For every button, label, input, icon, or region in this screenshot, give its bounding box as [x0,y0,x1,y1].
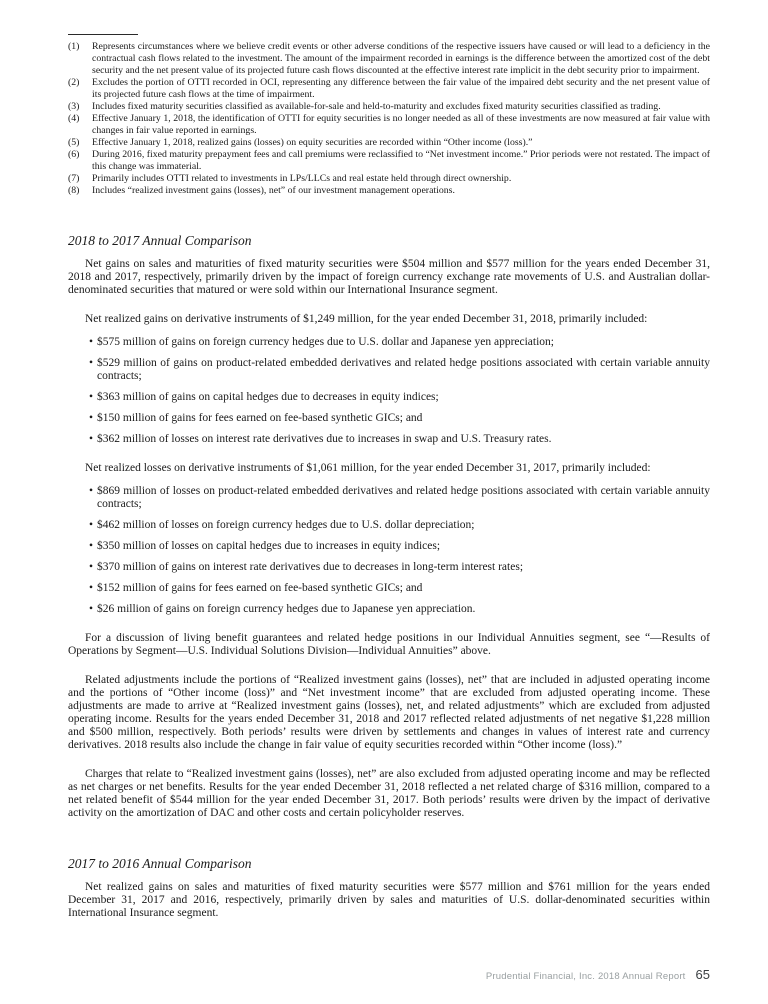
bullet-item: • $26 million of gains on foreign currency hedges due to Japanese yen appreciation. [68,603,710,616]
bullet-item: • $350 million of losses on capital hedges due to increases in equity indices; [68,540,710,553]
paragraph-charges: Charges that relate to “Realized investment gains (losses), net” are also excluded from adjusted operating income and may be reflected as net charges or net benefits. Results for the year ended December 31, 2018 reflected a net related charge of $316 million, compared to a net related benefit of $544 million for the year ended December 31, 2017. Both periods’ results were driven by the impact of derivative activity on the amortization of DAC and other costs and certain policyholder reserves. [68,768,710,819]
footnote-number: (2) [68,77,80,88]
paragraph-living-benefit: For a discussion of living benefit guarantees and related hedge positions in our Individual Annuities segment, see “—Results of Operations by Segment—U.S. Individual Solutions Division—Individual Annuities” above. [68,632,710,657]
footnote-item [68,41,710,77]
paragraph-fixed-maturity-2017: Net realized gains on sales and maturities of fixed maturity securities were $577 million and $761 million for the years ended December 31, 2017 and 2016, respectively, primarily driven by sales and maturities of U.S. dollar-denominated securities within International Insurance segment. [68,881,710,919]
footnote-item [68,101,710,113]
footnote-text: Represents circumstances where we believe credit events or other adverse conditions of the respective issuers have caused or will lead to a deficiency in the contractual cash flows related to the investment. The amount of the impairment recorded in earnings is the difference between the amortized cost of the debt security and the net present value of its projected future cash flows discounted at the effective interest rate implicit in the debt security prior to impairment. [92,41,710,76]
footnote-item [68,77,710,101]
footnote-number: (6) [68,149,80,160]
footnote-item [68,173,710,185]
paragraph-derivatives-2017-intro: Net realized losses on derivative instruments of $1,061 million, for the year ended December 31, 2017, primarily included: [85,462,651,474]
bullet-item: • $529 million of gains on product-related embedded derivatives and related hedge positions associated with certain variable annuity contracts; [68,357,710,383]
bullet-item: • $152 million of gains for fees earned on fee-based synthetic GICs; and [68,582,710,595]
bullet-item: • $869 million of losses on product-related embedded derivatives and related hedge positions associated with certain variable annuity contracts; [68,485,710,511]
footnote-separator-rule [68,34,138,35]
footnote-text: Effective January 1, 2018, the identification of OTTI for equity securities is no longer needed as all of these investments are now measured at fair value with changes in fair value reported in earnings. [92,113,710,136]
bullet-item: • $363 million of gains on capital hedges due to decreases in equity indices; [68,391,710,404]
footnote-item [68,185,710,197]
page-number: 65 [695,967,710,982]
bullet-item: • $150 million of gains for fees earned on fee-based synthetic GICs; and [68,412,710,425]
footnote-text: Excludes the portion of OTTI recorded in OCI, representing any difference between the fair value of the impaired debt security and the net present value of its projected future cash flows at the time of impairment. [92,77,710,100]
footnote-item [68,113,710,137]
section-heading-2018-2017: 2018 to 2017 Annual Comparison [68,233,252,248]
footnote-text: Includes fixed maturity securities classified as available-for-sale and held-to-maturity and excludes fixed maturity securities classified as trading. [92,101,661,112]
section-heading-2017-2016: 2017 to 2016 Annual Comparison [68,856,252,871]
footnote-number: (5) [68,137,80,148]
footnote-text: Effective January 1, 2018, realized gains (losses) on equity securities are recorded within “Other income (loss).” [92,137,533,148]
footnote-text: During 2016, fixed maturity prepayment fees and call premiums were reclassified to “Net investment income.” Prior periods were not restated. The impact of this change was immaterial. [92,149,710,172]
footnote-number: (3) [68,101,80,112]
bullet-item: • $462 million of losses on foreign currency hedges due to U.S. dollar depreciation; [68,519,710,532]
footnote-number: (1) [68,41,80,52]
paragraph-derivatives-2018-intro: Net realized gains on derivative instruments of $1,249 million, for the year ended December 31, 2018, primarily included: [85,313,648,325]
report-title-label: Prudential Financial, Inc. 2018 Annual Report [485,971,686,982]
footnote-item [68,137,710,149]
paragraph-related-adjustments: Related adjustments include the portions of “Realized investment gains (losses), net” that are included in adjusted operating income and the portions of “Other income (loss)” and “Net investment income” that are excluded from adjusted operating income. These adjustments are made to arrive at “Realized investment gains (losses), net, and related adjustments” which are excluded from adjusted operating income. Results for the years ended December 31, 2018 and 2017 reflected related adjustments of net negative $1,228 million and $500 million, respectively. Both periods’ results were driven by settlements and changes in values of interest rate and currency derivatives. 2018 results also include the change in fair value of equity securities recorded within “Other income (loss).” [68,674,710,751]
page-footer [486,967,710,982]
footnotes-list [68,41,710,197]
footnote-number: (7) [68,173,80,184]
bullet-list-2018 [68,336,710,446]
footnote-item [68,149,710,173]
footnote-text: Primarily includes OTTI related to investments in LPs/LLCs and real estate held through direct ownership. [92,173,512,184]
bullet-item: • $362 million of losses on interest rate derivatives due to increases in swap and U.S. Treasury rates. [68,433,710,446]
bullet-item: • $370 million of gains on interest rate derivatives due to decreases in long-term interest rates; [68,561,710,574]
footnote-text: Includes “realized investment gains (losses), net” of our investment management operations. [92,185,455,196]
paragraph-fixed-maturity-2018: Net gains on sales and maturities of fixed maturity securities were $504 million and $577 million for the years ended December 31, 2018 and 2017, respectively, primarily driven by the impact of foreign currency exchange rate movements of U.S. and Australian dollar-denominated securities that matured or were sold within our International Insurance segment. [68,258,710,296]
bullet-list-2017 [68,485,710,616]
footnote-number: (8) [68,185,80,196]
bullet-item: • $575 million of gains on foreign currency hedges due to U.S. dollar and Japanese yen appreciation; [68,336,710,349]
footnote-number: (4) [68,113,80,124]
